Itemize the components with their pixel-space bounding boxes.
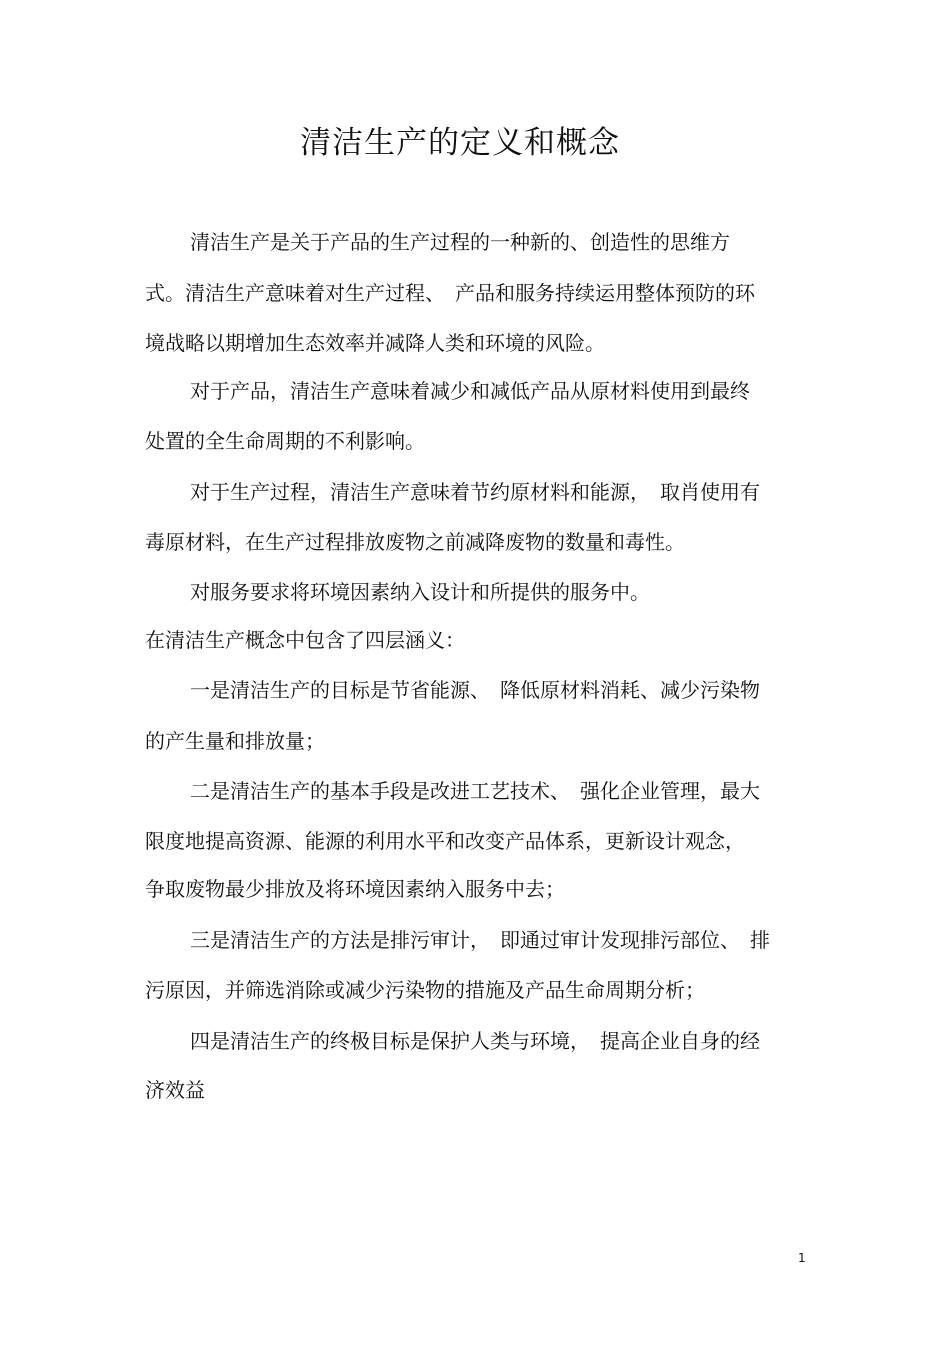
paragraph-line: 一是清洁生产的目标是节省能源、 降低原材料消耗、减少污染物 [190,678,760,702]
paragraph-line: 三是清洁生产的方法是排污审计， 即通过审计发现排污部位、 排 [190,928,770,952]
paragraph-line: 对服务要求将环境因素纳入设计和所提供的服务中。 [190,580,650,604]
paragraph-line: 污原因，并筛选消除或减少污染物的措施及产品生命周期分析； [145,978,705,1002]
paragraph-line: 式。清洁生产意味着对生产过程、 产品和服务持续运用整体预防的环 [145,281,755,305]
paragraph-line: 争取废物最少排放及将环境因素纳入服务中去； [145,877,565,901]
paragraph-line: 二是清洁生产的基本手段是改进工艺技术、 强化企业管理，最大 [190,779,760,803]
paragraph-line: 清洁生产是关于产品的生产过程的一种新的、创造性的思维方 [190,230,730,254]
paragraph-line: 对于产品，清洁生产意味着减少和减低产品从原材料使用到最终 [190,379,750,403]
document-title: 清洁生产的定义和概念 [300,125,620,161]
paragraph-line: 境战略以期增加生态效率并减降人类和环境的风险。 [145,331,605,355]
paragraph-line: 处置的全生命周期的不利影响。 [145,429,425,453]
paragraph-line: 四是清洁生产的终极目标是保护人类与环境， 提高企业自身的经 [190,1029,760,1053]
page-number: 1 [798,1251,806,1265]
paragraph-line: 毒原材料，在生产过程排放废物之前减降废物的数量和毒性。 [145,530,685,554]
paragraph-line: 限度地提高资源、能源的利用水平和改变产品体系，更新设计观念， [145,829,745,853]
paragraph-line: 的产生量和排放量； [145,729,325,753]
paragraph-line: 在清洁生产概念中包含了四层涵义： [145,628,465,652]
paragraph-line: 对于生产过程，清洁生产意味着节约原材料和能源， 取肖使用有 [190,480,760,504]
paragraph-line: 济效益 [145,1078,205,1102]
